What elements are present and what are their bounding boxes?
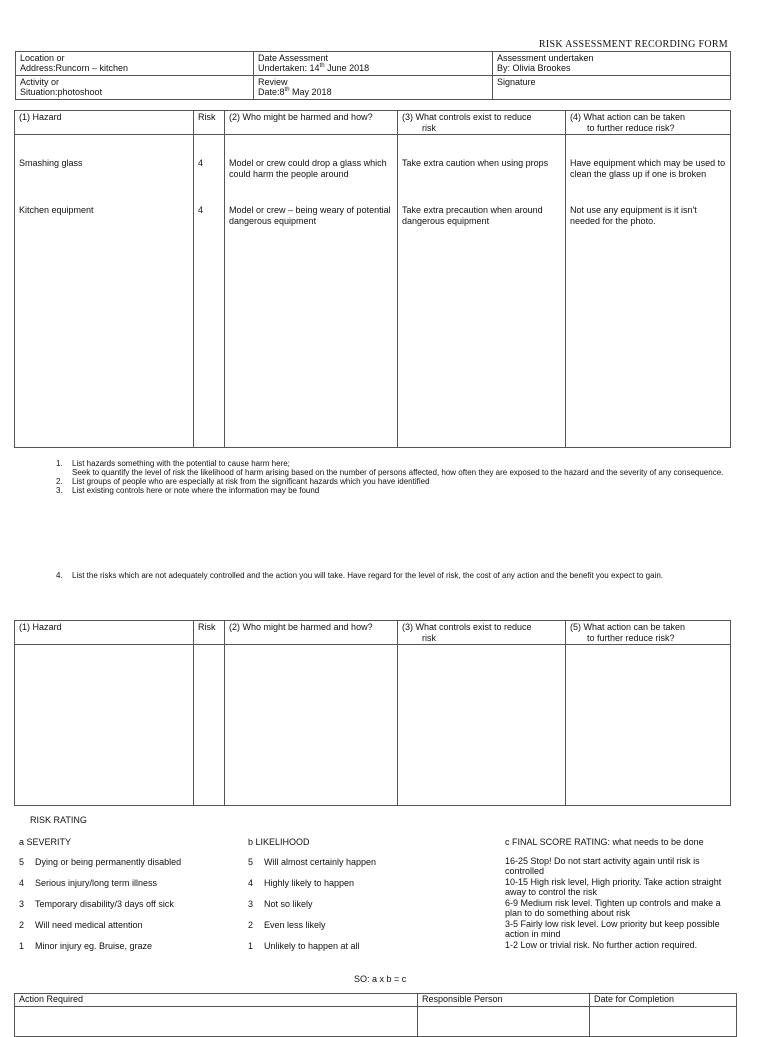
responsible-person-cell[interactable] xyxy=(418,1007,590,1037)
severity-item-score: 5 xyxy=(19,857,25,867)
likelihood-item xyxy=(248,857,468,868)
action-required-cell[interactable] xyxy=(15,1007,418,1037)
risk-rating-title: RISK RATING xyxy=(30,815,87,825)
final-score-item: 3-5 Fairly low risk level. Low priority but keep possible action in mind xyxy=(505,919,720,939)
instruction-3: 3. List existing controls here or note where the information may be found xyxy=(56,486,320,495)
review-cell xyxy=(254,76,493,100)
assessment-info-table xyxy=(15,51,731,100)
who-header: (2) Who might be harmed and how? xyxy=(225,621,398,645)
severity-section xyxy=(19,837,239,962)
likelihood-item xyxy=(248,920,468,931)
action-item: Not use any equipment is it isn't needed for the photo. xyxy=(570,205,697,226)
risk-value: 4 xyxy=(198,158,204,168)
hazard-header: (1) Hazard xyxy=(15,621,194,645)
controls-entry-cell[interactable] xyxy=(398,645,566,806)
severity-item-text: Temporary disability/3 days off sick xyxy=(35,899,174,909)
responsible-person-header: Responsible Person xyxy=(418,994,590,1007)
activity-value: Situation:photoshoot xyxy=(20,87,103,97)
instruction-2: 2. List groups of people who are especially at risk from the significant hazards which you have identified xyxy=(56,477,430,486)
hazard-item: Kitchen equipment xyxy=(19,205,94,215)
severity-item-text: Minor injury eg. Bruise, graze xyxy=(35,941,153,951)
final-score-item: 16-25 Stop! Do not start activity again until risk is controlled xyxy=(505,856,700,876)
final-score-item: 10-15 High risk level, High priority. Take action straight away to control the risk xyxy=(505,877,722,897)
activity-cell xyxy=(16,76,254,100)
location-value: Address:Runcorn – kitchen xyxy=(20,63,129,73)
severity-item-score: 2 xyxy=(19,920,25,930)
controls-header: (3) What controls exist to reduce risk xyxy=(398,111,566,135)
final-score-section xyxy=(505,837,730,951)
signature-label: Signature xyxy=(497,77,536,87)
date-assessment-value: Undertaken: 14th June 2018 xyxy=(258,63,370,73)
likelihood-item-score: 2 xyxy=(248,920,254,930)
severity-item xyxy=(19,878,239,889)
likelihood-item-score: 5 xyxy=(248,857,254,867)
likelihood-item-score: 1 xyxy=(248,941,254,951)
action-header: (5) What action can be taken to further reduce risk? xyxy=(566,621,731,645)
assessment-label: Assessment undertaken xyxy=(497,53,594,63)
likelihood-item-text: Highly likely to happen xyxy=(264,878,355,888)
likelihood-title: b LIKELIHOOD xyxy=(248,837,310,847)
action-table xyxy=(14,993,737,1037)
likelihood-item-text: Even less likely xyxy=(264,920,326,930)
likelihood-item xyxy=(248,878,468,889)
activity-label: Activity or xyxy=(20,77,60,87)
final-score-title: c FINAL SCORE RATING: what needs to be done xyxy=(505,837,704,847)
likelihood-item-text: Will almost certainly happen xyxy=(264,857,377,867)
severity-item-text: Dying or being permanently disabled xyxy=(35,857,182,867)
who-item: Model or crew – being weary of potential dangerous equipment xyxy=(229,205,391,226)
controls-column xyxy=(398,135,566,448)
likelihood-item-text: Unlikely to happen at all xyxy=(264,941,360,951)
likelihood-item-score: 4 xyxy=(248,878,254,888)
final-score-item: 6-9 Medium risk level. Tighten up controls and make a plan to do something about risk xyxy=(505,898,721,918)
date-for-completion-header: Date for Completion xyxy=(590,994,737,1007)
action-item: Have equipment which may be used to clean the glass up if one is broken xyxy=(570,158,726,179)
likelihood-item xyxy=(248,941,468,952)
likelihood-item xyxy=(248,899,468,910)
severity-item xyxy=(19,857,239,868)
review-label: Review xyxy=(258,77,288,87)
date-assessment-cell xyxy=(254,52,493,76)
hazard-table-2 xyxy=(14,620,731,806)
hazard-header: (1) Hazard xyxy=(15,111,194,135)
who-header: (2) Who might be harmed and how? xyxy=(225,111,398,135)
instructions-list xyxy=(56,459,736,495)
location-cell xyxy=(16,52,254,76)
score-formula: SO: a x b = c xyxy=(354,974,407,984)
assessor-name: By: Olivia Brookes xyxy=(497,63,571,73)
date-for-completion-cell[interactable] xyxy=(590,1007,737,1037)
severity-title: a SEVERITY xyxy=(19,837,72,847)
controls-item: Take extra precaution when around dangerous equipment xyxy=(402,205,543,226)
likelihood-section xyxy=(248,837,468,962)
action-column xyxy=(566,135,731,448)
severity-item xyxy=(19,920,239,931)
likelihood-item-text: Not so likely xyxy=(264,899,313,909)
severity-item-score: 1 xyxy=(19,941,25,951)
action-entry-cell[interactable] xyxy=(566,645,731,806)
who-entry-cell[interactable] xyxy=(225,645,398,806)
severity-item xyxy=(19,941,239,952)
assessment-by-cell xyxy=(493,52,731,76)
date-assessment-label: Date Assessment xyxy=(258,53,329,63)
final-score-item: 1-2 Low or trivial risk. No further action required. xyxy=(505,940,698,950)
instruction-1: 1. List hazards something with the potential to cause harm here; Seek to quantify the level of risk the likelihood of harm arising based on the number of persons affected, how often they are exposed to the hazard and the severity of any consequence. xyxy=(56,459,724,477)
risk-entry-cell[interactable] xyxy=(194,645,225,806)
severity-item-score: 4 xyxy=(19,878,25,888)
hazard-table-1 xyxy=(14,110,731,448)
severity-item-text: Serious injury/long term illness xyxy=(35,878,158,888)
who-column xyxy=(225,135,398,448)
likelihood-item-score: 3 xyxy=(248,899,254,909)
location-label: Location or xyxy=(20,53,65,63)
risk-value: 4 xyxy=(198,205,204,215)
severity-item-score: 3 xyxy=(19,899,25,909)
risk-header: Risk xyxy=(194,111,225,135)
controls-item: Take extra caution when using props xyxy=(402,158,549,168)
risk-column xyxy=(194,135,225,448)
risk-header: Risk xyxy=(194,621,225,645)
review-date-value: Date:8th May 2018 xyxy=(258,87,332,97)
severity-item-text: Will need medical attention xyxy=(35,920,143,930)
who-item: Model or crew could drop a glass which could harm the people around xyxy=(229,158,387,179)
instruction-4: 4. List the risks which are not adequately controlled and the action you will take. Have regard for the level of risk, the cost of any action and the benefit you expect to gain. xyxy=(56,571,664,580)
hazard-entry-cell[interactable] xyxy=(15,645,194,806)
signature-cell xyxy=(493,76,731,100)
action-required-header: Action Required xyxy=(15,994,418,1007)
action-header: (4) What action can be taken to further reduce risk? xyxy=(566,111,731,135)
severity-item xyxy=(19,899,239,910)
form-title: RISK ASSESSMENT RECORDING FORM xyxy=(538,39,728,50)
controls-header: (3) What controls exist to reduce risk xyxy=(398,621,566,645)
hazard-item: Smashing glass xyxy=(19,158,83,168)
hazard-column xyxy=(15,135,194,448)
